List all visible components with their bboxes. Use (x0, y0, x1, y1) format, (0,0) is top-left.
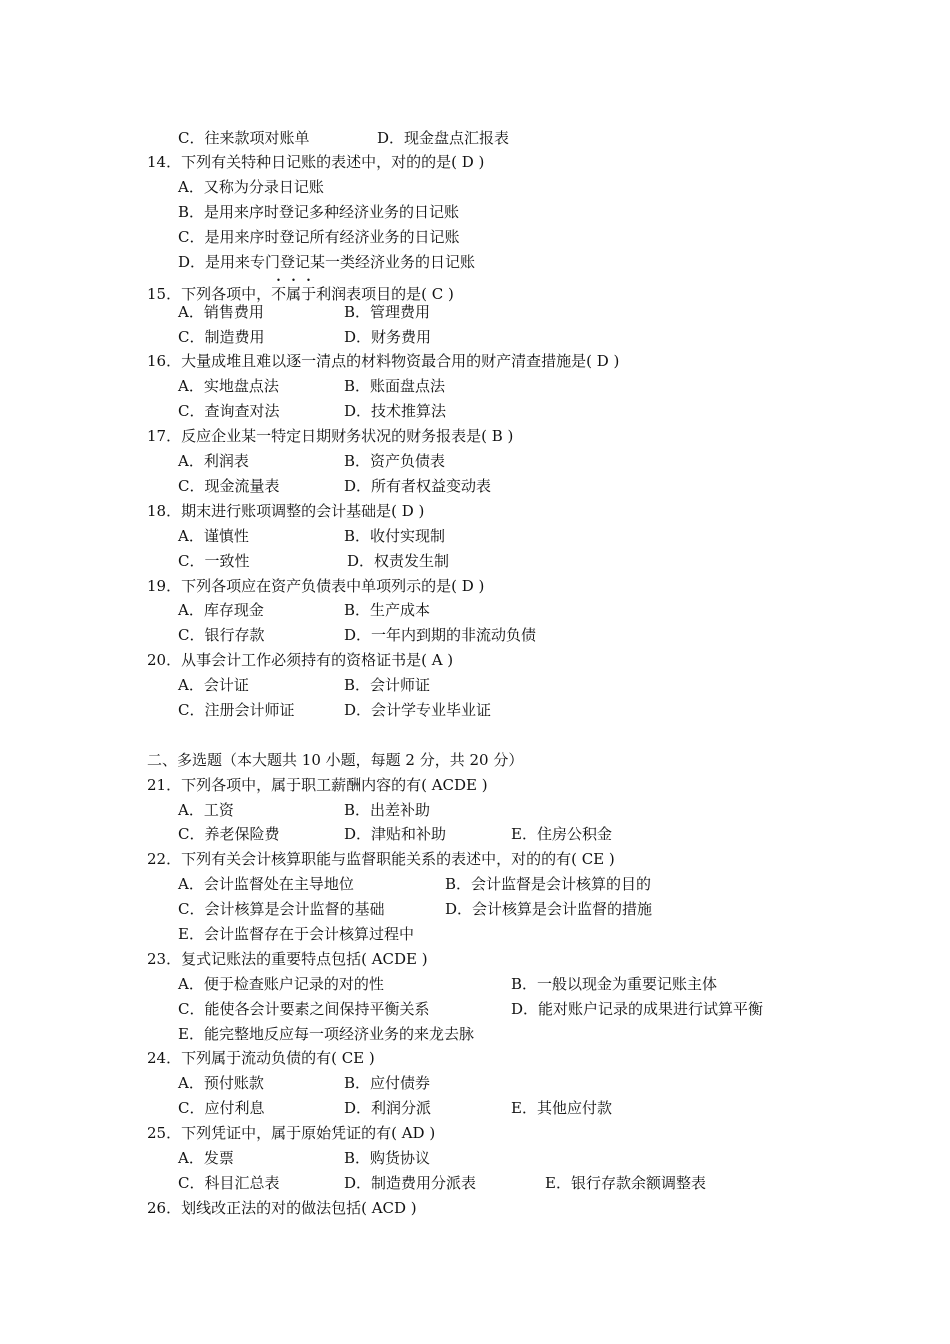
question-line: 24．下列属于流动负债的有( CE ) (147, 1049, 375, 1067)
question-text-start: 15．下列各项中， (147, 285, 272, 303)
option-text: E．住房公积金 (511, 825, 612, 843)
option-text: A．库存现金 (178, 601, 264, 619)
option-text: A．利润表 (178, 452, 249, 470)
option-text: B．资产负债表 (344, 452, 446, 470)
option-text: B．出差补助 (344, 801, 431, 819)
question-line: 18．期末进行账项调整的会计基础是( D ) (147, 502, 425, 520)
question-line: 26．划线改正法的对的做法包括( ACD ) (147, 1199, 417, 1217)
question-line: 16．大量成堆且难以逐一清点的材料物资最合用的财产清查措施是( D ) (147, 352, 620, 370)
question-text-end: 利润表项目的是( C ) (316, 285, 454, 303)
option-text: A．工资 (178, 801, 234, 819)
option-text: B．生产成本 (344, 601, 431, 619)
question-line: 25．下列凭证中，属于原始凭证的有( AD ) (147, 1124, 436, 1142)
option-text: D．会计学专业毕业证 (344, 701, 492, 719)
option-text: D．技术推算法 (344, 402, 447, 420)
option-text: E．其他应付款 (511, 1099, 612, 1117)
option-text: A．便于检查账户记录的对的性 (178, 975, 384, 993)
option-text: B．收付实现制 (344, 527, 446, 545)
option-text: A．会计监督处在主导地位 (178, 875, 354, 893)
question-line: 17．反应企业某一特定日期财务状况的财务报表是( B ) (147, 427, 514, 445)
option-text: C．养老保险费 (178, 825, 280, 843)
question-line: 20．从事会计工作必须持有的资格证书是( A ) (147, 651, 454, 669)
option-text: D．制造费用分派表 (344, 1174, 477, 1192)
option-text: C．应付利息 (178, 1099, 265, 1117)
option-text: D．能对账户记录的成果进行试算平衡 (511, 1000, 764, 1018)
option-text: C．制造费用 (178, 328, 265, 346)
emphasized-text: 不属于 (271, 285, 317, 303)
option-text: C．会计核算是会计监督的基础 (178, 900, 385, 918)
option-text: A．会计证 (178, 676, 249, 694)
question-line: 二、多选题（本大题共 10 小题，每题 2 分，共 20 分） (147, 751, 524, 769)
option-text: C．现金流量表 (178, 477, 280, 495)
option-text: B．应付债券 (344, 1074, 431, 1092)
option-text: A．发票 (178, 1149, 234, 1167)
question-line: 19．下列各项应在资产负债表中单项列示的是( D ) (147, 577, 485, 595)
option-text: C．往来款项对账单 (178, 129, 310, 147)
option-text: D．所有者权益变动表 (344, 477, 492, 495)
option-text: D．一年内到期的非流动负债 (344, 626, 537, 644)
option-text: D．津贴和补助 (344, 825, 447, 843)
option-text: C．查询查对法 (178, 402, 280, 420)
option-text: E．银行存款余额调整表 (545, 1174, 706, 1192)
question-line (147, 276, 454, 304)
option-text: C．一致性 (178, 552, 250, 570)
option-text: D．财务费用 (344, 328, 432, 346)
option-text: E．能完整地反应每一项经济业务的来龙去脉 (178, 1025, 474, 1043)
option-text: A．实地盘点法 (178, 377, 279, 395)
option-text: C．是用来序时登记所有经济业务的日记账 (178, 228, 460, 246)
option-text: D．会计核算是会计监督的措施 (445, 900, 653, 918)
option-text: C．银行存款 (178, 626, 265, 644)
option-text: D．现金盘点汇报表 (377, 129, 510, 147)
option-text: B．账面盘点法 (344, 377, 446, 395)
option-text: B．一般以现金为重要记账主体 (511, 975, 718, 993)
option-text: A．销售费用 (178, 303, 264, 321)
option-text: C．能使各会计要素之间保持平衡关系 (178, 1000, 430, 1018)
option-text: B．会计师证 (344, 676, 431, 694)
option-text: B．管理费用 (344, 303, 431, 321)
option-text: B．是用来序时登记多种经济业务的日记账 (178, 203, 460, 221)
option-text: D．权责发生制 (347, 552, 450, 570)
option-text: A．预付账款 (178, 1074, 264, 1092)
option-text: B．购货协议 (344, 1149, 431, 1167)
option-text: C．注册会计师证 (178, 701, 295, 719)
option-text: E．会计监督存在于会计核算过程中 (178, 925, 414, 943)
option-text: C．科目汇总表 (178, 1174, 280, 1192)
question-line: 23．复式记账法的重要特点包括( ACDE ) (147, 950, 428, 968)
option-text: A．又称为分录日记账 (178, 178, 324, 196)
question-line: 14．下列有关特种日记账的表述中，对的的是( D ) (147, 153, 485, 171)
question-line: 21．下列各项中，属于职工薪酬内容的有( ACDE ) (147, 776, 488, 794)
option-text: D．是用来专门登记某一类经济业务的日记账 (178, 253, 476, 271)
option-text: D．利润分派 (344, 1099, 432, 1117)
question-line: 22．下列有关会计核算职能与监督职能关系的表述中，对的的有( CE ) (147, 850, 615, 868)
option-text: A．谨慎性 (178, 527, 249, 545)
option-text: B．会计监督是会计核算的目的 (445, 875, 652, 893)
